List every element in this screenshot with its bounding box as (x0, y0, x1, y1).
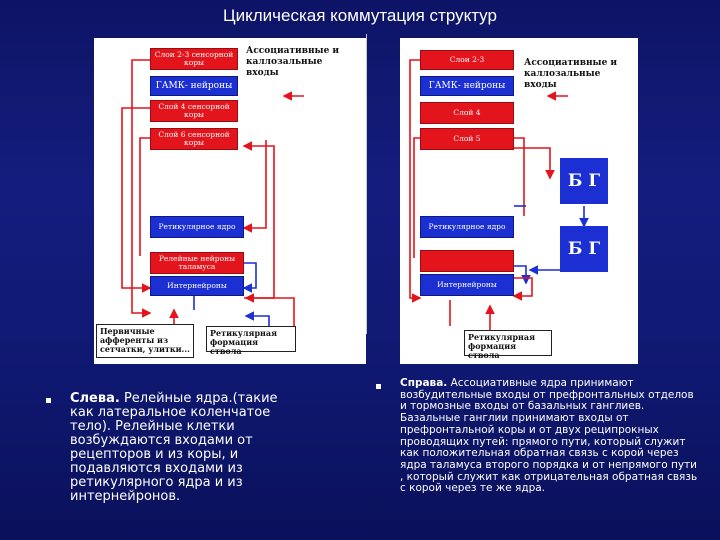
left-layer-4-box: Слой 4 сенсорной коры (150, 100, 238, 122)
right-bg-bottom-box: Б Г (560, 226, 608, 272)
left-bullet (46, 398, 51, 403)
right-paragraph (400, 378, 700, 495)
right-assoc-inputs-label: Ассоциативные и каллозальные входы (524, 58, 618, 90)
right-gaba-box: ГАМК- нейроны (420, 76, 514, 96)
left-paragraph-lead: Слева. (70, 391, 120, 406)
slide-title: Циклическая коммутация структур (223, 6, 497, 25)
right-relay-box (420, 250, 514, 272)
left-reticular-formation-note: Ретикулярная формация ствола (206, 326, 296, 352)
right-paragraph-lead: Справа. (400, 377, 448, 389)
left-relay-neurons-box: Релейные нейроны таламуса (150, 252, 244, 274)
divider-line (366, 34, 367, 334)
right-layer-2-3-box: Слои 2-3 (420, 50, 514, 70)
left-reticular-nucleus-box: Ретикулярное ядро (150, 216, 244, 238)
left-primary-afferents-note: Первичные афференты из сетчатки, улитки... (96, 324, 194, 358)
right-layer-4-box: Слой 4 (420, 102, 514, 124)
right-diagram-panel (400, 38, 638, 364)
right-bullet (376, 384, 381, 389)
right-reticular-formation-note: Ретикулярная формация ствола (464, 330, 552, 356)
left-interneurons-box: Интернейроны (150, 276, 244, 296)
right-paragraph-body: Ассоциативные ядра принимают возбудительные входы от префронтальных отделов и тормозные входы от базальных ганглиев. Базальные ганглии принимают входы от префронтальной коры и от двух реципрокных проводящих путей: прямого пути, который служит как положительная обратная связь с корой через ядра таламуса второго порядка и от непрямого пути , который служит как отрицательная обратная связь с корой через те же ядра. (400, 377, 698, 495)
left-paragraph (70, 392, 300, 504)
left-assoc-inputs-label: Ассоциативные и каллозальные входы (246, 46, 340, 78)
left-layer-2-3-box: Слои 2-3 сенсорной коры (150, 48, 238, 70)
left-layer-6-box: Слой 6 сенсорной коры (150, 128, 238, 150)
left-paragraph-body: Релейные ядра.(такие как латеральное коленчатое тело). Релейные клетки возбуждаются входами от рецепторов и из коры, и подавляются входами из ретикулярного ядра и из интернейронов. (70, 391, 278, 504)
right-layer-5-box: Слой 5 (420, 128, 514, 150)
right-reticular-nucleus-box: Ретикулярное ядро (420, 216, 514, 238)
left-diagram-panel (94, 38, 366, 364)
right-interneurons-box: Интернейроны (420, 274, 514, 296)
left-gaba-box: ГАМК- нейроны (150, 76, 238, 96)
right-bg-top-box: Б Г (560, 158, 608, 204)
